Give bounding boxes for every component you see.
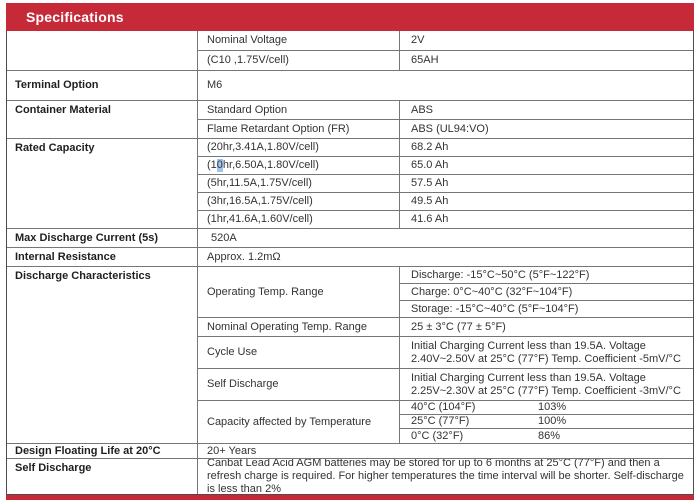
sub-label-self-discharge: Self Discharge <box>198 369 399 400</box>
label-part: (1 <box>207 159 217 171</box>
row-label-rated-capacity: Rated Capacity <box>7 139 197 228</box>
sub-label: (3hr,16.5A,1.75V/cell) <box>198 193 399 210</box>
capacity-temp-row <box>400 415 693 428</box>
sub-value: ABS (UL94:VO) <box>400 120 693 138</box>
sub-value: 57.5 Ah <box>400 175 693 192</box>
sub-label: (5hr,11.5A,1.75V/cell) <box>198 175 399 192</box>
capacity-temp-row <box>400 401 693 414</box>
sub-value: 68.2 Ah <box>400 139 693 156</box>
row-label-terminal-option: Terminal Option <box>7 71 197 100</box>
pct-value: 103% <box>538 401 567 413</box>
sub-label: Flame Retardant Option (FR) <box>198 120 399 138</box>
sub-value: 25 ± 3°C (77 ± 5°F) <box>400 318 693 336</box>
row-label-max-discharge: Max Discharge Current (5s) <box>7 229 197 247</box>
row-label-container-material: Container Material <box>7 101 197 138</box>
sub-label-capacity-temperature: Capacity affected by Temperature <box>198 401 399 443</box>
sub-label: (1hr,41.6A,1.60V/cell) <box>198 211 399 228</box>
empty-label-cell <box>7 31 197 70</box>
sub-value: 65.0 Ah <box>400 157 693 174</box>
row-value: M6 <box>198 71 693 100</box>
sub-label-cycle-use: Cycle Use <box>198 337 399 368</box>
temp-range-discharge: Discharge: -15°C~50°C (5°F~122°F) <box>400 267 693 283</box>
pct-value: 100% <box>538 415 567 427</box>
spec-table <box>6 31 694 495</box>
sub-value: Initial Charging Current less than 19.5A. Voltage 2.40V~2.50V at 25°C (77°F) Temp. Coefficient -5mV/°C <box>400 337 693 368</box>
row-label-self-discharge: Self Discharge <box>7 459 197 494</box>
row-label-discharge-characteristics: Discharge Characteristics <box>7 267 197 443</box>
specifications-header-bar <box>6 3 694 31</box>
temp-range-storage: Storage: -15°C~40°C (5°F~104°F) <box>400 301 693 317</box>
bottom-accent-bar <box>6 495 694 500</box>
temp-value: 40°C (104°F) <box>411 401 476 413</box>
self-discharge-note: Canbat Lead Acid AGM batteries may be stored for up to 6 months at 25°C (77°F) and then a refresh charge is required. For higher temperatures the time interval will be shorter. Self-discharge is less than 2% <box>198 459 693 494</box>
sub-label-operating-temp-range: Operating Temp. Range <box>198 267 399 317</box>
row-value: 2V <box>400 31 693 50</box>
temp-range-charge: Charge: 0°C~40°C (32°F~104°F) <box>400 284 693 300</box>
selection-highlight: 0 <box>216 159 223 171</box>
label-part: hr,6.50A,1.80V/cell) <box>222 159 319 171</box>
sub-value: ABS <box>400 101 693 119</box>
row-label-design-floating-life: Design Floating Life at 20°C <box>7 444 197 458</box>
temp-value: 0°C (32°F) <box>411 429 464 442</box>
row-label: (C10 ,1.75V/cell) <box>198 51 399 70</box>
temp-value: 25°C (77°F) <box>411 415 470 427</box>
capacity-temp-row <box>400 429 693 443</box>
sub-label: Standard Option <box>198 101 399 119</box>
row-value: 65AH <box>400 51 693 70</box>
row-label: Nominal Voltage <box>198 31 399 50</box>
sub-value: Initial Charging Current less than 19.5A. Voltage 2.25V~2.30V at 25°C (77°F) Temp. Coefficient -3mV/°C <box>400 369 693 400</box>
row-value: 520A <box>198 229 693 247</box>
sub-label-nominal-operating-temp: Nominal Operating Temp. Range <box>198 318 399 336</box>
sub-value: 49.5 Ah <box>400 193 693 210</box>
sub-value: 41.6 Ah <box>400 211 693 228</box>
sub-label <box>198 157 399 174</box>
row-value: Approx. 1.2mΩ <box>198 248 693 266</box>
row-label-internal-resistance: Internal Resistance <box>7 248 197 266</box>
sub-label: (20hr,3.41A,1.80V/cell) <box>198 139 399 156</box>
pct-value: 86% <box>538 429 561 442</box>
row-value: 20+ Years <box>198 444 693 458</box>
page-title: Specifications <box>26 9 124 25</box>
